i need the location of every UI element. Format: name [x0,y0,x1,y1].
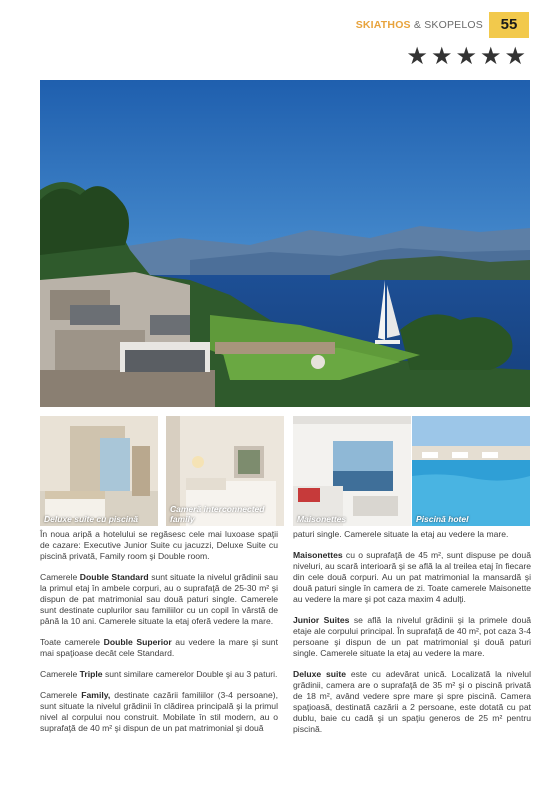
paragraph-maisonettes: Maisonettes cu o suprafaţă de 45 m², sunt dispuse pe două niveluri, au scară interioară şi se află la al treilea etaj în fiecare din cele două corpuri. Au un pat matrimonial la mansardă şi două paturi single în camera de zi. Toate camerele Maisonette au vedere la mare şi pot caza maxim 4 adulţi. [293,550,531,604]
photo-interconnected-family [166,416,284,526]
caption-deluxe-suite: Deluxe suite cu piscină [44,514,139,524]
paragraph-triple: Camerele Triple sunt similare camerelor Double şi au 3 paturi. [40,669,278,679]
right-text-column [293,529,531,745]
page-number: 55 [489,12,529,38]
left-text-column [40,529,278,744]
caption-hotel-pool: Piscină hotel [416,514,469,524]
paragraph-junior-suites: Junior Suites se află la nivelul grădinii şi la primele două etaje ale corpului principal. În suprafaţă de 40 m², pot caza 3-4 persoane şi dispun de un pat matrimonial şi două paturi single. Camerele situate la etaj au vedere la mare. [293,615,532,658]
photo-hotel-pool [412,416,530,526]
paragraph-double-superior: Toate camerele Double Superior au vedere la mare şi sunt mai spaţioase decât cele Standard. [40,637,278,658]
star-rating: ★★★★★ [406,43,529,70]
destination-title: SKIATHOS & SKOPELOS [355,19,483,31]
paragraph-family-cont: paturi single. Camerele situate la etaj au vedere la mare. [293,529,509,539]
hero-landscape-image [40,80,530,407]
paragraph-family: Camerele Family, destinate cazării familiilor (3-4 persoane), sunt situate la nivelul grădinii în clădirea principală şi la primul nivel al corpului nou construit. Mobilate în stil modern, au o suprafaţă de 40 m² şi dispun de un pat matrimonial şi două [40,690,278,733]
hero-photo [40,80,530,407]
photo-maisonettes [293,416,411,526]
caption-interconnected-family: Cameră interconnected family [170,504,265,524]
paragraph-double-standard: Camerele Double Standard sunt situate la nivelul grădinii sau la primul etaj în ambele corpuri, au o suprafaţă de 25-30 m² şi dispun de pat matrimonial sau două paturi single. Camerele sunt destinate cuplurilor sau familiilor cu un copil în vârstă de până la 10 ani. Camerele situate la etaj oferă vedere la mare. [40,572,278,626]
paragraph-deluxe-suite: Deluxe suite este cu adevărat unică. Localizată la nivelul grădinii, camera are o suprafaţă de 35 m² şi o piscină privată de 18 m², având vedere spre mare şi spre piscină. Camera spaţioasă, destinată cazării a 2 persoane, este dotată cu pat dublu, baie cu cadă şi un spaţiu generos de 25 m² pentru piscină. [293,669,531,734]
paragraph-intro: În noua aripă a hotelului se regăsesc cele mai luxoase spaţii de cazare: Executive Junior Suite cu jacuzzi, Deluxe Suite cu piscină privată, Family room şi Double room. [40,529,278,561]
caption-maisonettes: Maisonettes [297,514,347,524]
photo-deluxe-suite [40,416,158,526]
